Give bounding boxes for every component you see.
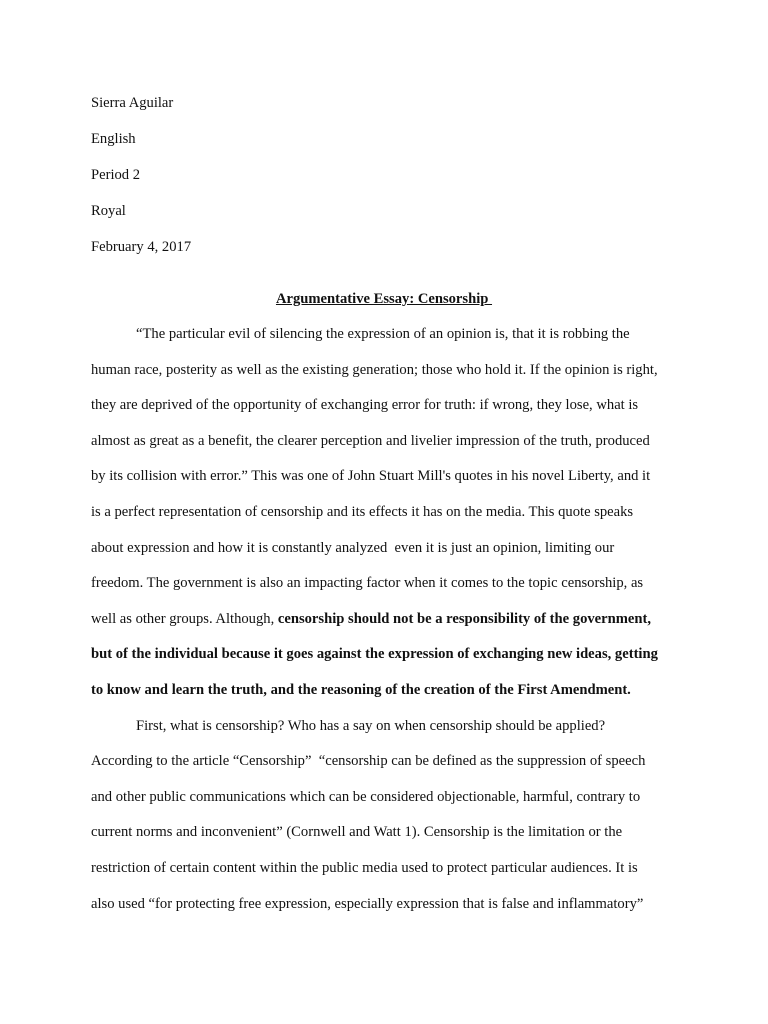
class-period: Period 2 — [91, 167, 141, 183]
text-line — [91, 607, 711, 643]
text-line: restriction of certain content within the public media used to protect particular audiences. It is — [91, 859, 638, 876]
text-line: According to the article “Censorship” “censorship can be defined as the suppression of speech — [91, 753, 646, 770]
essay-title: Argumentative Essay: Censorship — [275, 291, 493, 307]
essay-body — [91, 322, 711, 927]
essay-heading — [91, 92, 191, 272]
essay-date: February 4, 2017 — [91, 239, 192, 255]
text-line: about expression and how it is constantly analyzed even it is just an opinion, limiting our — [91, 539, 615, 556]
text-line: almost as great as a benefit, the clearer perception and livelier impression of the truth, produced — [91, 432, 650, 449]
text-line: human race, posterity as well as the existing generation; those who hold it. If the opinion is right, — [91, 361, 658, 378]
thesis-statement-line: but of the individual because it goes against the expression of exchanging new ideas, getting — [91, 646, 658, 663]
author-name: Sierra Aguilar — [91, 95, 174, 111]
text-line: “The particular evil of silencing the expression of an opinion is, that it is robbing the — [136, 326, 630, 342]
text-line: also used “for protecting free expression, especially expression that is false and inflammatory” — [91, 895, 644, 912]
text-line: is a perfect representation of censorship and its effects it has on the media. This quote speaks — [91, 503, 634, 520]
thesis-statement-line: to know and learn the truth, and the reasoning of the creation of the First Amendment. — [91, 681, 631, 698]
text-line: freedom. The government is also an impacting factor when it comes to the topic censorship, as — [91, 575, 644, 592]
text-line: they are deprived of the opportunity of exchanging error for truth: if wrong, they lose, what is — [91, 397, 639, 414]
text-line: current norms and inconvenient” (Cornwell and Watt 1). Censorship is the limitation or the — [91, 824, 623, 841]
text-line: by its collision with error.” This was one of John Stuart Mill's quotes in his novel Liberty, and it — [91, 468, 651, 485]
thesis-statement: censorship should not be a responsibility of the government, — [277, 610, 651, 627]
teacher-name: Royal — [91, 203, 126, 219]
course-name: English — [91, 131, 136, 147]
text-segment: well as other groups. Although, — [91, 610, 278, 627]
text-line: First, what is censorship? Who has a say on when censorship should be applied? — [136, 717, 606, 734]
text-line: and other public communications which can be considered objectionable, harmful, contrary to — [91, 788, 641, 805]
